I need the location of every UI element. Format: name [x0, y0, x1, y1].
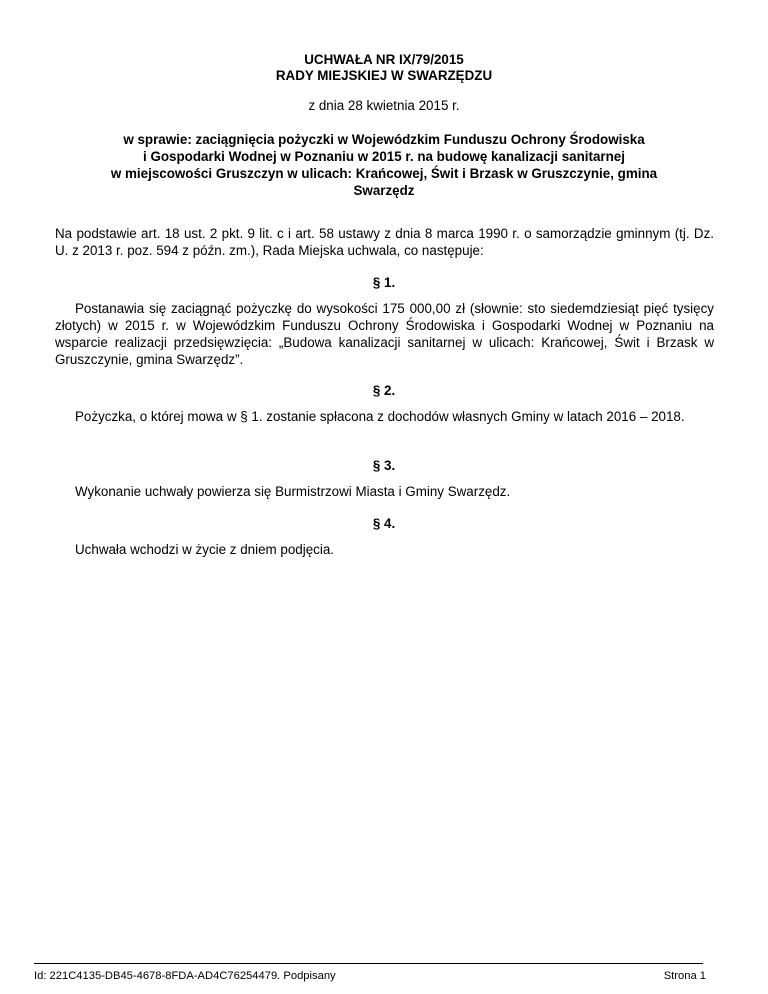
- subject-line-4: Swarzędz: [353, 183, 415, 198]
- document-id: Id: 221C4135-DB45-4678-8FDA-AD4C76254479. Podpisany: [34, 970, 336, 982]
- section-3-heading: § 3.: [372, 458, 396, 473]
- section-4-heading: § 4.: [372, 516, 396, 531]
- subject-line-2: i Gospodarki Wodnej w Poznaniu w 2015 r. na budowę kanalizacji sanitarnej: [143, 149, 625, 164]
- section-2-text: Pożyczka, o której mowa w § 1. zostanie spłacona z dochodów własnych Gminy w latach 2016 – 2018.: [75, 409, 685, 424]
- section-1-text: Postanawia się zaciągnąć pożyczkę do wysokości 175 000,00 zł (słownie: sto siedemdziesiąt pięć tysięcy złotych) w 2015 r. w Wojewódzkim Funduszu Ochrony Środowiska i Gospodarki Wodnej w Poznaniu na wsparcie realizacji przedsięwzięcia: „Budowa kanalizacji sanitarnej w ulicach: Krańcowej, Świt i Brzask w Gruszczynie, gmina Swarzędz”.: [55, 301, 714, 367]
- resolution-number: UCHWAŁA NR IX/79/2015: [304, 52, 464, 67]
- section-2-heading: § 2.: [372, 383, 396, 398]
- subject-line-3: w miejscowości Gruszczyn w ulicach: Krańcowej, Świt i Brzask w Gruszczynie, gmina: [110, 166, 658, 181]
- preamble-paragraph: Na podstawie art. 18 ust. 2 pkt. 9 lit. c i art. 58 ustawy z dnia 8 marca 1990 r. o samorządzie gminnym (tj. Dz. U. z 2013 r. poz. 594 z późn. zm.), Rada Miejska uchwala, co następuje:: [55, 226, 714, 258]
- council-name: RADY MIEJSKIEJ W SWARZĘDZU: [275, 68, 493, 83]
- resolution-date: z dnia 28 kwietnia 2015 r.: [308, 98, 460, 113]
- page-number: Strona 1: [663, 970, 706, 982]
- subject-line-1: w sprawie: zaciągnięcia pożyczki w Wojewódzkim Funduszu Ochrony Środowiska: [123, 132, 645, 147]
- section-3-text: Wykonanie uchwały powierza się Burmistrzowi Miasta i Gminy Swarzędz.: [75, 484, 511, 499]
- section-4-text: Uchwała wchodzi w życie z dniem podjęcia.: [75, 542, 334, 557]
- section-1-heading: § 1.: [372, 275, 396, 290]
- footer-divider: [34, 963, 703, 964]
